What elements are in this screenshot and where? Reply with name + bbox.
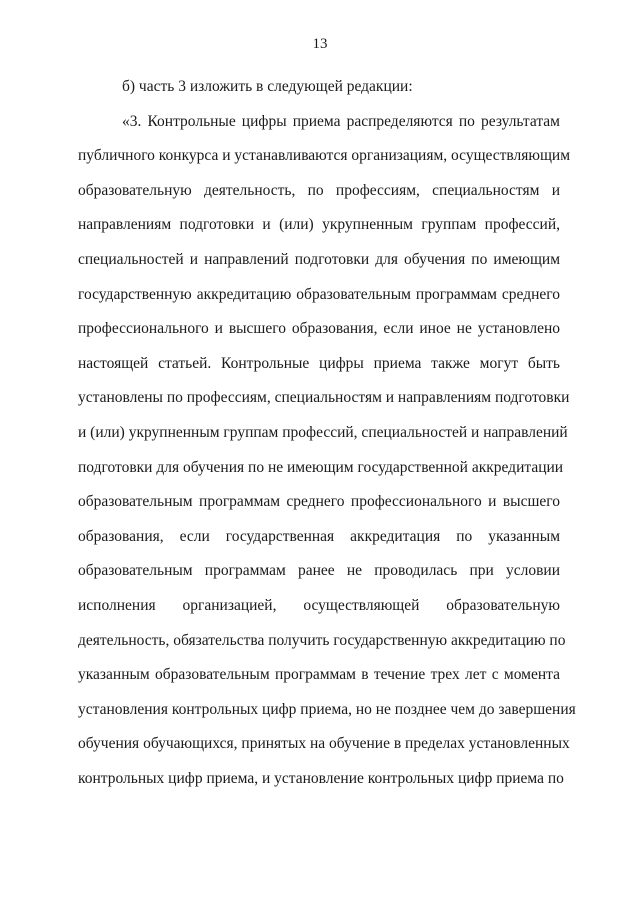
text-line: специальностей и направлений подготовки для обучения по имеющим [78,250,560,268]
document-body [78,70,576,796]
text-line: установления контрольных цифр приема, но не позднее чем до завершения [78,700,576,718]
text-line: образовательным программам ранее не проводилась при условии [78,562,560,580]
text-line: установлены по профессиям, специальностям и направлениям подготовки [78,389,570,407]
text-line: настоящей статьей. Контрольные цифры приема также могут быть [78,354,560,372]
page-number: 13 [312,36,328,52]
text-line: «3. Контрольные цифры приема распределяются по результатам [122,112,560,130]
text-line: публичного конкурса и устанавливаются организациям, осуществляющим [78,147,571,165]
text-line: образования, если государственная аккредитация по указанным [78,527,560,545]
text-line: образовательную деятельность, по профессиям, специальностям и [78,181,560,199]
text-line: подготовки для обучения по не имеющим государственной аккредитации [78,458,564,476]
intro-line: б) часть 3 изложить в следующей редакции: [122,78,413,95]
text-line: и (или) укрупненным группам профессий, специальностей и направлений [78,423,568,441]
text-line: направлениям подготовки и (или) укрупненным группам профессий, [78,216,560,234]
text-line: указанным образовательным программам в течение трех лет с момента [78,666,560,684]
text-line: государственную аккредитацию образовательным программам среднего [78,285,560,303]
text-line: контрольных цифр приема, и установление контрольных цифр приема по [78,769,564,787]
text-line: образовательным программам среднего профессионального и высшего [78,493,560,511]
text-line: профессионального и высшего образования, если иное не установлено [78,320,560,338]
text-line: деятельность, обязательства получить государственную аккредитацию по [78,631,566,649]
text-line: исполнения организацией, осуществляющей образовательную [78,596,560,614]
text-line: обучения обучающихся, принятых на обучение в пределах установленных [78,735,570,753]
